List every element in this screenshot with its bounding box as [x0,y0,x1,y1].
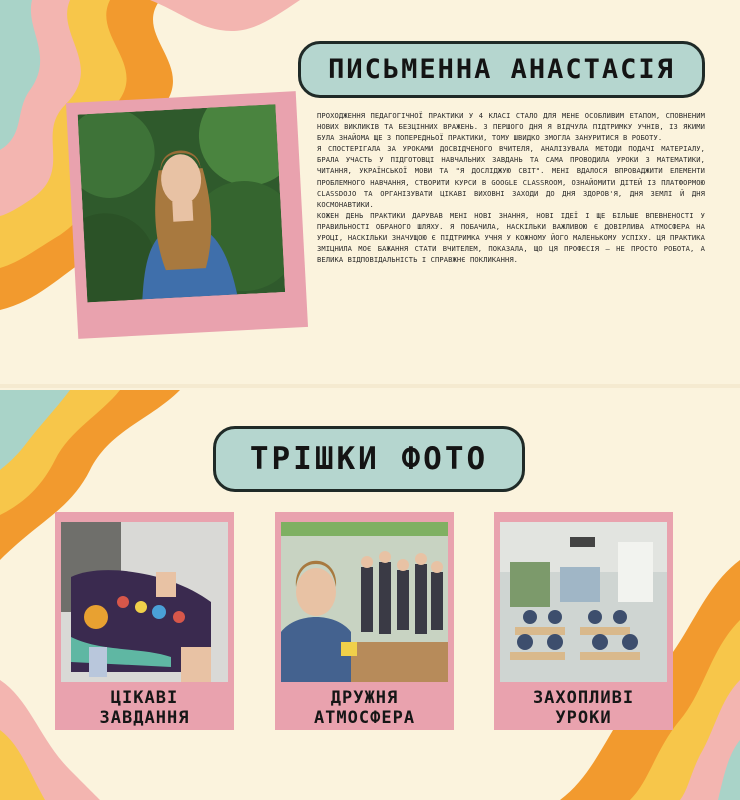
name-title: ПИСЬМЕННА АНАСТАСІЯ [328,54,675,85]
caption-line: ЦІКАВІ [110,688,179,708]
story-paragraph: Я СПОСТЕРІГАЛА ЗА УРОКАМИ ДОСВІДЧЕНОГО ВЧИТЕЛЯ, АНАЛІЗУВАЛА МЕТОДИ ПОДАЧІ МАТЕРІАЛУ, БРАЛА УЧАСТЬ У ПІДГОТОВЦІ НАВЧАЛЬНИХ ЗАВДАНЬ ТА САМА ПРОВОДИЛА УРОКИ З МАТЕМАТИКИ, ЧИТАННЯ, УКРАЇНСЬКОЇ МОВИ ТА "Я ДОСЛІДЖУЮ СВІТ". МЕНІ ВДАЛОСЯ ВПРОВАДЖИТИ ЕЛЕМЕНТИ ПРОБЛЕМНОГО НАВЧАННЯ, СТВОРИТИ КУРСИ В GOOGLE CLASSROOM, ОЗНАЙОМИТИ ДІТЕЙ ІЗ ПЛАТФОРМОЮ CLASSDOJO ТА ОРГАНІЗУВАТИ ЦІКАВІ ВИХОВНІ ЗАХОДИ ДО ДНЯ ЗДОРОВ'Я, ДНЯ ЗЕМЛІ Й ДНЯ КОСМОНАВТИКИ. [317,144,705,209]
caption-line: ДРУЖНЯ [330,688,399,708]
photo-card-lessons [494,512,673,730]
portrait-polaroid [66,91,308,339]
photos-title-badge [213,426,525,492]
caption-line: УРОКИ [555,708,612,728]
card-caption [494,688,673,728]
card-caption [275,688,454,728]
caption-line: АТМОСФЕРА [313,708,416,728]
photo-card-tasks [55,512,234,730]
practice-story-text [317,110,705,265]
portrait-photo [78,104,286,302]
name-title-badge [298,41,705,98]
tasks-photo [61,522,228,682]
lessons-photo [500,522,667,682]
card-caption [55,688,234,728]
story-paragraph: ПРОХОДЖЕННЯ ПЕДАГОГІЧНОЇ ПРАКТИКИ У 4 КЛАСІ СТАЛО ДЛЯ МЕНЕ ОСОБЛИВИМ ЕТАПОМ, СПОВНЕНИМ НОВИХ ВИКЛИКІВ ТА БЕЗЦІННИХ ВРАЖЕНЬ. З ПЕРШОГО ДНЯ Я ВІДЧУЛА ПІДТРИМКУ УЧНІВ, ІЗ ЯКИМИ БУЛА ЗНАЙОМА ЩЕ З ПОПЕРЕДНЬОЇ ПРАКТИКИ, ТОМУ ШВИДКО ЗМОГЛА ЗАНУРИТИСЯ В РОБОТУ. [317,111,705,143]
caption-line: ЗАВДАННЯ [99,708,190,728]
photo-card-atmosphere [275,512,454,730]
section-divider [0,384,740,388]
atmosphere-photo [281,522,448,682]
photos-section-title: ТРІШКИ ФОТО [249,441,489,477]
story-paragraph: КОЖЕН ДЕНЬ ПРАКТИКИ ДАРУВАВ МЕНІ НОВІ ЗНАННЯ, НОВІ ІДЕЇ І ЩЕ БІЛЬШЕ ВПЕВНЕНОСТІ У ПРАВИЛЬНОСТІ ОБРАНОГО ШЛЯХУ. Я ПОБАЧИЛА, НАСКІЛЬКИ ВАЖЛИВОЮ Є ДОВІРЛИВА АТМОСФЕРА НА УРОЦІ, НАСКІЛЬКИ ЗНАЧУЩОЮ Є ПІДТРИМКА УЧНЯ У КОЖНОМУ ЙОГО МАЛЕНЬКОМУ УСПІХУ. ЦЯ ПРАКТИКА ЗМІЦНИЛА МОЄ БАЖАННЯ СТАТИ ВЧИТЕЛЕМ, ПОКАЗАЛА, ЩО ЦЯ ПРОФЕСІЯ — НЕ ПРОСТО РОБОТА, А ВЕЛИКА ВІДПОВІДАЛЬНІСТЬ І СПРАВЖНЄ ПОКЛИКАННЯ. [317,210,705,265]
caption-line: ЗАХОПЛИВІ [532,688,635,708]
